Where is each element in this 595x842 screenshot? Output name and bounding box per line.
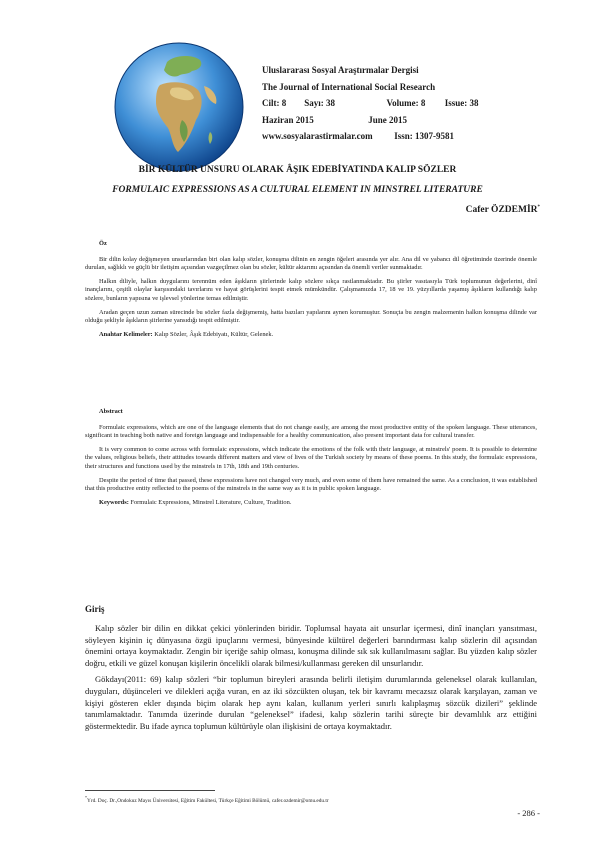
oz-paragraph-1: Bir dilin kolay değişmeyen unsurlarından biri olan kalıp sözler, konuşma dilinin en zengin öğeleri arasında yer alır. Ana dil ve yabancı dil öğretiminde üzerinde önemle durulan, sağlıklı ve güçlü bir iletişim açısından vazgeçilmez olan bu sözler, kültür aktarımı açısından da önemli veriler sunmaktadır.: [85, 255, 537, 272]
oz-keywords: [85, 331, 537, 340]
oz-keywords-text: Kalıp Sözler, Âşık Edebiyatı, Kültür, Gelenek.: [152, 330, 274, 338]
author-footnote-mark: *: [537, 205, 540, 210]
journal-volume-row: [262, 95, 479, 112]
journal-header: [262, 62, 479, 145]
oz-heading: Öz: [99, 240, 107, 247]
journal-date-en: June 2015: [368, 114, 408, 125]
abstract-paragraph-1: Formulaic expressions, which are one of the language elements that do not change easily, are among the most productive entity of the spoken language. These utterances, significant in teaching both native and foreign language and indispensable for a healthy communication, also present important data for cultural transfer.: [85, 423, 537, 440]
footnote: [85, 795, 329, 804]
globe-logo: [112, 40, 247, 175]
abstract-heading: Abstract: [99, 408, 123, 415]
giris-heading: Giriş: [85, 604, 105, 614]
footnote-mark: *: [85, 795, 87, 800]
article-title-tr: BİR KÜLTÜR UNSURU OLARAK ÂŞIK EDEBİYATINDA KALIP SÖZLER: [138, 165, 457, 175]
author-name: [466, 205, 540, 215]
journal-issue: Issue: 38: [444, 98, 479, 108]
abstract-keywords-text: Formulaic Expressions, Minstrel Literature, Culture, Tradition.: [128, 498, 292, 506]
journal-web-row: [262, 128, 479, 145]
journal-cilt: Cilt: 8: [262, 98, 287, 108]
journal-volume: Volume: 8: [386, 98, 426, 108]
abstract-section: [85, 408, 537, 512]
journal-issn: Issn: 1307-9581: [394, 131, 455, 141]
footnote-divider: [85, 790, 215, 791]
oz-section: [85, 240, 537, 344]
abstract-paragraph-2: It is very common to come across with formulaic expressions, which indicate the emotions of the folk with their language, at minstrels' poem. It is possible to determine the values, religious beliefs, their attitudes towards different matters and view of lives of the Turkish society by means of these poems. In this study, the formulaic expressions, their structures and functions used by the minstrels in 17th, 18th and 19th centuries.: [85, 445, 537, 470]
abstract-keywords-label: Keywords:: [99, 498, 129, 506]
author-name-text: Cafer ÖZDEMİR: [465, 205, 538, 216]
abstract-paragraph-3: Despite the period of time that passed, these expressions have not changed very much, and even some of them have remained the same. As a conclusion, it was established that this productive entity reflected to the poems of the minstrels in the same way as it is in public spoken language.: [85, 476, 537, 493]
journal-name-en: The Journal of International Social Research: [262, 81, 436, 92]
oz-paragraph-2: Halkın diliyle, halkın duygularını terennüm eden âşıkların şiirlerinde kalıp sözlere sıkça rastlanmaktadır. Bu şiirler vasıtasıyla Türk toplumunun değerlerini, dinî inançlarını, çeşitli olaylar karşısındaki tavırlarını ve hayat görüşlerini tespit etmek mümkündür. Çalışmamızda 17, 18 ve 19. yüzyıllarda yaşamış âşıkların kullandığı kalıp sözlere, bunların yapısına ve işlevsel yönlerine temas edilmiştir.: [85, 277, 537, 302]
giris-section: [85, 623, 537, 737]
abstract-keywords: [85, 499, 537, 508]
article-title-en: FORMULAIC EXPRESSIONS AS A CULTURAL ELEMENT IN MINSTREL LITERATURE: [112, 185, 483, 195]
journal-date-row: [262, 112, 479, 129]
page-number: - 286 -: [517, 808, 540, 818]
giris-paragraph-2: Gökdayı(2011: 69) kalıp sözleri “bir toplumun bireyleri arasında belirli iletişim durumlarında geleneksel olarak kullanılan, duyguları, düşünceleri ve dilekleri açığa vuran, en az iki sözcükten oluşan, tek bir kavramı mecazsız olarak karşılayan, zaman ve kişiyi gösteren ekler dışında biçim olarak hep aynı kalan, kullanım yerleri sınırlı kalıplaşmış sözcük dizileri” şeklinde tanımlamaktadır. Tanımda üzerinde durulan “geleneksel” ifadesi, kalıp sözlerin tarihi süreçte bir devamlılık arz ettiğini göstermektedir. Bu ifade ayrıca toplumun kültürüyle olan ilişkisini de ortaya koymaktadır.: [85, 674, 537, 731]
giris-paragraph-1: Kalıp sözler bir dilin en dikkat çekici yönlerinden biridir. Toplumsal hayata ait unsurlar içermesi, dinî inançları yansıtması, söyleyen kişinin iç dünyasına özgü ipuçlarını vermesi, bünyesinde kültürel değerleri barındırması kalıp sözlerin dil açısından önemini ortaya koymaktadır. Zengin bir içeriğe sahip olması, konuşma dilinde sık sık kullanılmasını sağlar. Bu yüzden kalıp sözler doğru, etkili ve güzel konuşan kişilerin öncelikli olarak bilmesi/kullanması gereken dil unsurlarıdır.: [85, 623, 537, 668]
journal-sayi: Sayı: 38: [304, 98, 336, 108]
journal-website: www.sosyalarastirmalar.com: [262, 131, 373, 141]
journal-date-tr: Haziran 2015: [262, 114, 314, 125]
oz-paragraph-3: Aradan geçen uzun zaman sürecinde bu sözler fazla değişmemiş, hatta bazıları yapılarını aynen korumuştur. Sonuçta bu zengin malzemenin halkın konuşma dilinde var olduğu şekliyle âşıkların şiirlerine yansıdığı tespit edilmiştir.: [85, 308, 537, 325]
oz-keywords-label: Anahtar Kelimeler:: [99, 330, 153, 338]
footnote-text: Yrd. Doç. Dr.,Ondokuz Mayıs Üniversitesi, Eğitim Fakültesi, Türkçe Eğitimi Bölümü, cafer.ozdemir@omu.edu.tr: [87, 797, 329, 804]
journal-name-tr: Uluslararası Sosyal Araştırmalar Dergisi: [262, 65, 419, 75]
